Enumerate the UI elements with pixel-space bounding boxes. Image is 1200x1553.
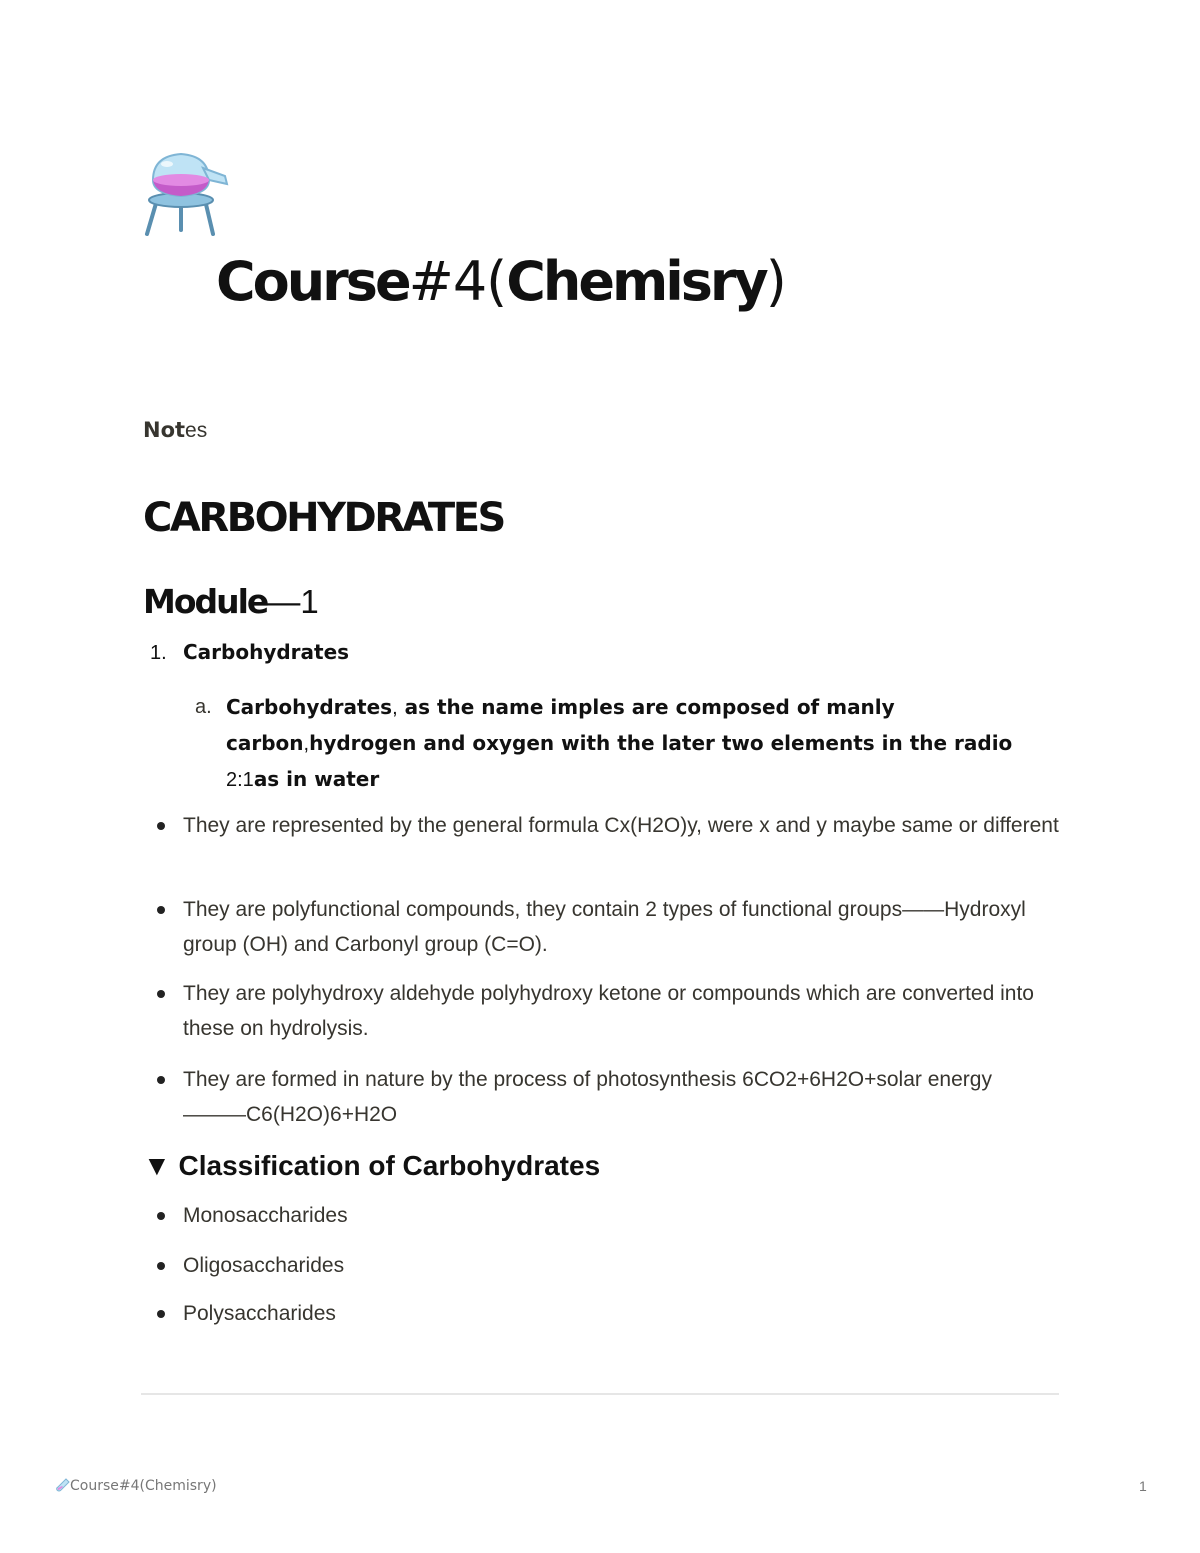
numbered-item: 1. Carbohydrates [150,640,350,664]
toggle-arrow-icon[interactable]: ▼ [143,1150,171,1181]
section-heading: CARBOHYDRATES [143,495,504,541]
flask-icon [143,150,229,236]
divider [141,1393,1059,1395]
list-item: Polysaccharides [143,1296,1059,1331]
bullet-icon [157,990,165,998]
bullet-icon [157,1212,165,1220]
test-tube-icon [56,1478,70,1492]
list-item: Oligosaccharides [143,1248,1059,1283]
toggle-heading[interactable]: ▼ Classification of Carbohydrates [143,1150,601,1181]
bullet-icon [157,822,165,830]
bullet-icon [157,1310,165,1318]
page-title: Course#4(Chemisry) [216,250,786,313]
list-item: They are represented by the general formula Cx(H2O)y, were x and y maybe same or different [143,808,1059,843]
list-item: They are formed in nature by the process of photosynthesis 6CO2+6H2O+solar energy ———C6(H2O)6+H2O [143,1062,1059,1132]
page-footer: Course#4(Chemisry) [56,1478,217,1494]
list-item: They are polyfunctional compounds, they contain 2 types of functional groups——Hydroxyl group (OH) and Carbonyl group (C=O). [143,892,1059,962]
list-item: They are polyhydroxy aldehyde polyhydroxy ketone or compounds which are converted into these on hydrolysis. [143,976,1059,1046]
module-heading: Module—1 [143,582,319,621]
bullet-icon [157,1262,165,1270]
notes-label: Notes [143,418,208,442]
sub-list-item: a. Carbohydrates, as the name imples are composed of manly carbon,hydrogen and oxygen with the later two elements in the radio 2:1as in water [195,695,1013,791]
bullet-icon [157,906,165,914]
bullet-icon [157,1076,165,1084]
page-number: 1 [1139,1478,1147,1494]
list-item: Monosaccharides [143,1198,1059,1233]
